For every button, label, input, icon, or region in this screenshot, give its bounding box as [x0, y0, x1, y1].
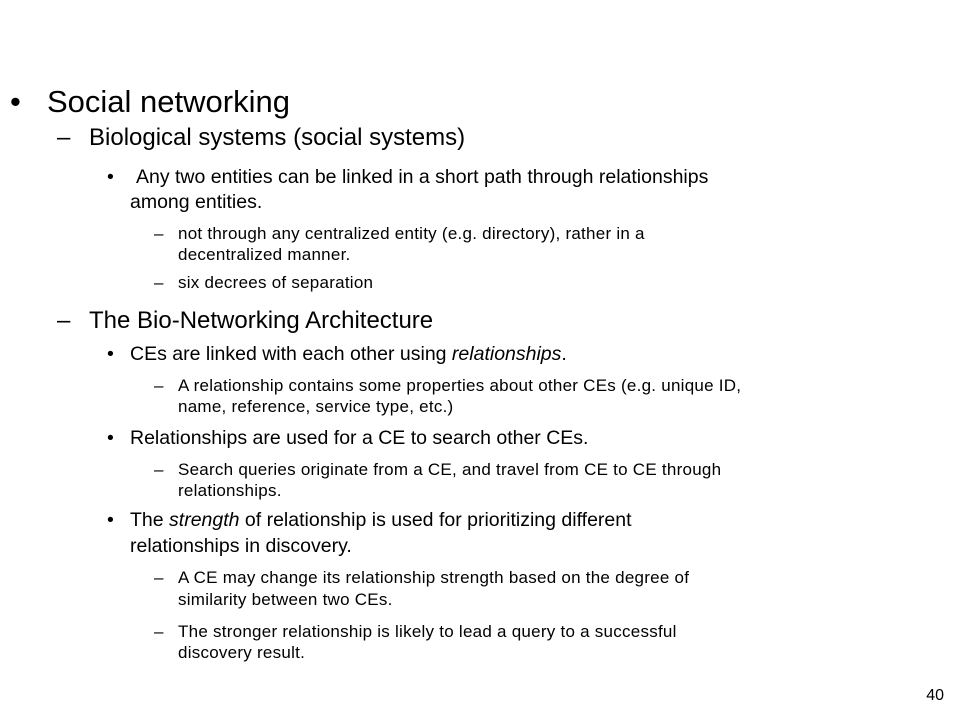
heading-bullet: •: [10, 84, 21, 119]
section2-point2-sub1-dash: –: [154, 460, 164, 479]
section1-dash: –: [57, 124, 71, 151]
section2-point3-sub2-dash: –: [154, 622, 164, 641]
section1-point1-line1: Any two entities can be linked in a short path through relationships: [136, 166, 709, 188]
section2-point2-bullet: •: [107, 427, 114, 449]
section2-point2-sub1-line1: Search queries originate from a CE, and travel from CE to CE through: [178, 460, 722, 479]
section1-point1-line2: among entities.: [130, 191, 263, 213]
section2-point3-line2: relationships in discovery.: [130, 535, 352, 557]
section1-point1-sub1-line1: not through any centralized entity (e.g. directory), rather in a: [178, 224, 645, 243]
section2-point3-sub1-line2: similarity between two CEs.: [178, 590, 393, 609]
section2-point3-sub2-line2: discovery result.: [178, 643, 306, 662]
section2-point3-sub1-dash: –: [154, 568, 164, 587]
section2-point3-line1: [130, 511, 632, 531]
section1-point1-bullet: •: [107, 166, 114, 188]
section2-point2-sub1-line2: relationships.: [178, 481, 282, 500]
section1-point1-sub1-line2: decentralized manner.: [178, 245, 351, 264]
section2-point3-line1-after: of relationship is used for prioritizing different: [239, 509, 632, 531]
section2-point1-text-before: CEs are linked with each other using: [130, 343, 452, 365]
section2-point3-line1-before: The: [130, 509, 170, 531]
section2-point1-text-italic: relationships: [451, 343, 562, 365]
section2-point1-text: [130, 345, 567, 365]
section2-point3-line1-italic: strength: [169, 509, 240, 531]
section2-point1-sub1-dash: –: [154, 376, 164, 395]
slide-heading: Social networking: [47, 84, 290, 119]
section2-point1-text-after: .: [561, 343, 567, 365]
section2-point1-sub1-line2: name, reference, service type, etc.): [178, 397, 454, 416]
section1-point1-sub2-dash: –: [154, 273, 164, 292]
section1-point1-sub1-dash: –: [154, 224, 164, 243]
section2-point1-bullet: •: [107, 343, 114, 365]
section2-point2-text: Relationships are used for a CE to search other CEs.: [130, 427, 589, 449]
section2-dash: –: [57, 307, 71, 334]
page-number: 40: [926, 687, 944, 704]
section2-title: The Bio-Networking Architecture: [89, 307, 434, 334]
section2-point3-sub2-line1: The stronger relationship is likely to lead a query to a successful: [178, 622, 677, 641]
section2-point1-sub1-line1: A relationship contains some properties about other CEs (e.g. unique ID,: [178, 376, 742, 395]
section2-point3-sub1-line1: A CE may change its relationship strength based on the degree of: [178, 568, 690, 587]
section1-title: Biological systems (social systems): [89, 124, 466, 151]
section2-point3-bullet: •: [107, 509, 114, 531]
section1-point1-sub2: six decrees of separation: [178, 273, 374, 292]
